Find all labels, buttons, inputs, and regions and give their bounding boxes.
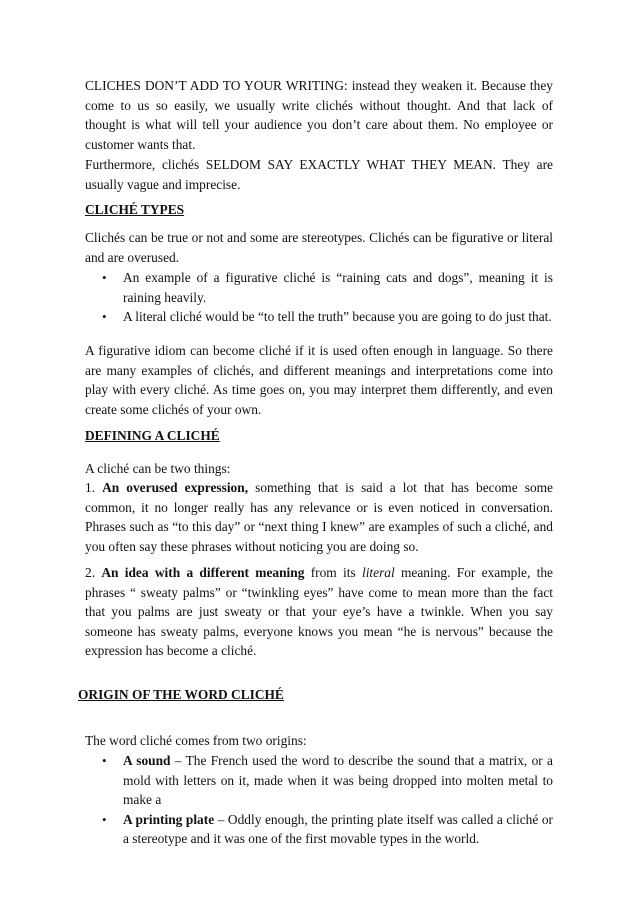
paragraph-furthermore: Furthermore, clichés SELDOM SAY EXACTLY WHAT THEY MEAN. They are usually vague and imprecise. bbox=[85, 157, 553, 192]
paragraph-figurative-idiom: A figurative idiom can become cliché if it is used often enough in language. So there are many examples of clichés, and different meanings and interpretations come into play with every cliché. As time goes on, you may interpret them differently, and even create some clichés of your own. bbox=[85, 343, 553, 417]
list-item-text: A literal cliché would be “to tell the truth” because you are going to do just that. bbox=[123, 309, 552, 324]
list-item-text: – Oddly enough, the printing plate itself was called a cliché or a stereotype and it was one of the first movable types in the world. bbox=[123, 811, 553, 846]
bullet-icon: • bbox=[102, 811, 107, 827]
list-item bbox=[85, 268, 553, 307]
list-item-text: – The French used the word to describe the sound that a matrix, or a mold with letters on it, made when it was being dropped into molten metal to make a bbox=[123, 753, 553, 807]
bullet-icon: • bbox=[102, 270, 107, 285]
list-item bbox=[85, 810, 553, 849]
list-item bbox=[85, 751, 553, 810]
term-a-sound: A sound bbox=[123, 753, 171, 768]
term-a-printing-plate: A printing plate bbox=[123, 811, 215, 827]
list-number: 2. bbox=[85, 565, 102, 580]
paragraph-overused-expression bbox=[85, 478, 553, 556]
bullet-icon: • bbox=[102, 753, 107, 768]
paragraph-origins-intro: The word cliché comes from two origins: bbox=[85, 733, 307, 748]
paragraph-different-meaning bbox=[85, 563, 553, 661]
cliche-types-list bbox=[85, 268, 553, 327]
definition-text: meaning. For example, the phrases “ sweaty palms” or “twinkling eyes” have come to mean more than the fact that you palms are just sweaty or that your eye’s have a twinkle. When you say someone has sweaty palms, everyone knows you mean “he is nervous” because the expression has become a cliché. bbox=[85, 565, 553, 658]
definition-text: something that is said a lot that has become some common, it no longer really has any relevance or is even noticed in conversation. Phrases such as “to this day” or “next thing I knew” are examples of such a cliché, and you often say these phrases without noticing you are doing so. bbox=[85, 480, 553, 554]
list-item bbox=[85, 307, 553, 327]
heading-origin-of-the-word-cliche: ORIGIN OF THE WORD CLICHÉ bbox=[78, 687, 284, 702]
definition-text: from its bbox=[304, 565, 362, 580]
paragraph-cliches-weaken: CLICHES DON’T ADD TO YOUR WRITING: instead they weaken it. Because they come to us so easily, we usually write clichés without thought. And that lack of thought is what will tell your audience you don’t care about them. No employee or customer wants that. bbox=[85, 78, 553, 152]
bullet-icon: • bbox=[102, 309, 107, 324]
heading-cliche-types: CLICHÉ TYPES bbox=[85, 202, 185, 217]
origins-list bbox=[85, 751, 553, 849]
paragraph-defining-intro: A cliché can be two things: bbox=[85, 461, 231, 476]
paragraph-cliche-true-or-not: Clichés can be true or not and some are stereotypes. Clichés can be figurative or literal and are overused. bbox=[85, 230, 553, 265]
term-literal: literal bbox=[361, 565, 395, 580]
term-overused-expression: An overused expression, bbox=[102, 480, 249, 495]
heading-defining-a-cliche: DEFINING A CLICHÉ bbox=[85, 428, 220, 443]
term-different-meaning: An idea with a different meaning bbox=[101, 565, 305, 580]
list-item-text: An example of a figurative cliché is “raining cats and dogs”, meaning it is raining heavily. bbox=[123, 270, 553, 305]
list-number: 1. bbox=[85, 480, 103, 495]
